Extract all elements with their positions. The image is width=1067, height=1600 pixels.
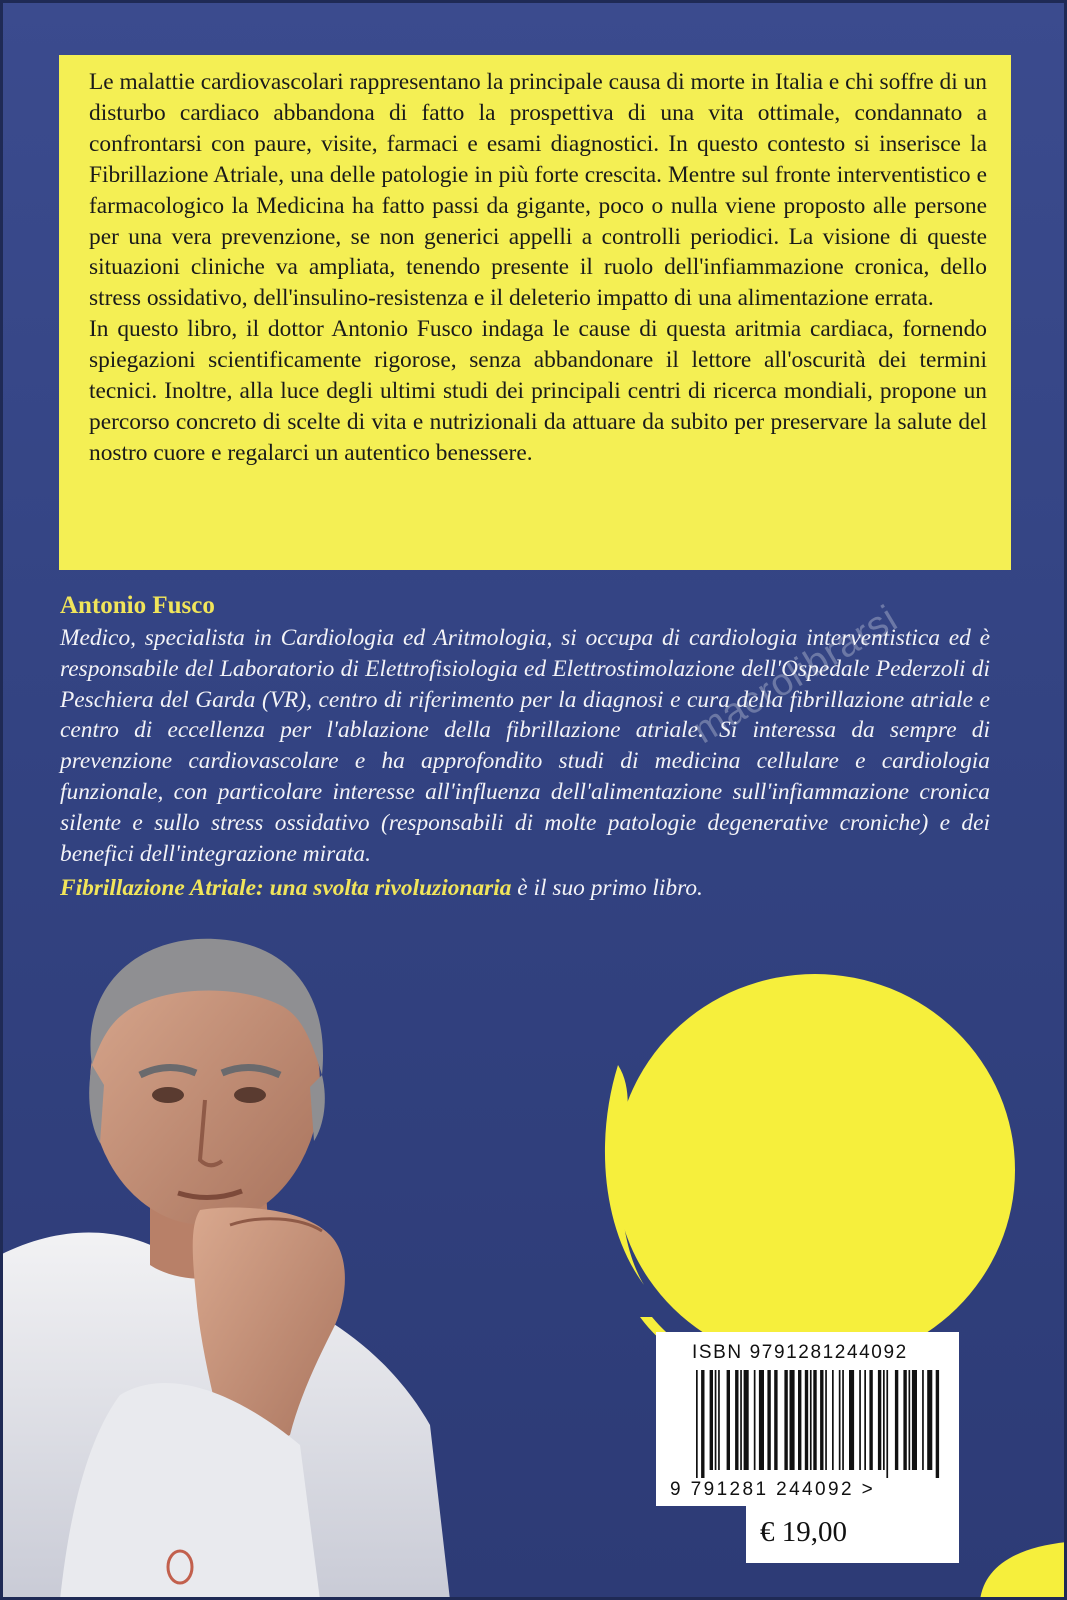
barcode-bar	[903, 1370, 906, 1470]
barcode-digits: 9 791281 244092 >	[670, 1479, 876, 1500]
price-label: € 19,00	[760, 1516, 847, 1548]
barcode-bar	[740, 1370, 742, 1470]
yellow-moon-graphic	[582, 955, 1042, 1395]
price-panel	[746, 1506, 959, 1563]
barcode-bar	[936, 1370, 939, 1478]
barcode-bar	[767, 1370, 770, 1470]
barcode-bar	[883, 1370, 885, 1470]
author-section	[60, 589, 990, 904]
barcode-bar	[805, 1370, 808, 1470]
first-book-text: è il suo primo libro.	[511, 875, 703, 902]
barcode-bar	[820, 1370, 823, 1470]
barcode-bar	[878, 1370, 881, 1470]
barcode-bar	[715, 1370, 717, 1470]
barcode-bar	[735, 1370, 738, 1470]
barcode-panel	[656, 1332, 959, 1506]
barcode-bar	[912, 1370, 917, 1470]
barcode-bar	[825, 1370, 827, 1470]
isbn-label: ISBN 9791281244092	[692, 1342, 908, 1363]
barcode-bars	[694, 1370, 944, 1478]
barcode-bar	[784, 1370, 787, 1470]
barcode-bar	[842, 1370, 844, 1470]
yellow-corner-graphic	[940, 1530, 1067, 1600]
author-name: Antonio Fusco	[60, 592, 215, 619]
barcode-bar	[859, 1370, 861, 1470]
blurb-box	[59, 55, 1011, 570]
barcode-bar	[886, 1370, 888, 1478]
barcode-bar	[710, 1370, 713, 1470]
barcode-bar	[754, 1370, 756, 1470]
barcode-bar	[849, 1370, 854, 1470]
first-book-line	[60, 873, 990, 904]
barcode-bar	[895, 1370, 898, 1470]
watermark: macrolibrarsi	[685, 597, 906, 753]
barcode-bar	[696, 1370, 698, 1478]
barcode-bar	[759, 1370, 764, 1470]
barcode-bar	[869, 1370, 872, 1470]
barcode-bar	[864, 1370, 866, 1470]
barcode-bar	[701, 1370, 704, 1478]
barcode-bar	[774, 1370, 777, 1470]
blurb-paragraph: In questo libro, il dottor Antonio Fusco indaga le cause di questa aritmia cardiaca, fornendo spiegazioni scientificamente rigorose, senza abbandonare il lettore all'oscurità dei termini tecnici. Inoltre, alla luce degli ultimi studi dei principali centri di ricerca mondiali, propone un percorso concreto di scelte di vita e nutrizionali da attuare da subito per preservare la salute del nostro cuore e regalarci un autentico benessere.	[89, 316, 987, 466]
barcode-bar	[839, 1370, 841, 1470]
barcode-bar	[744, 1370, 749, 1470]
barcode-bar	[790, 1370, 795, 1470]
author-bio: Medico, specialista in Cardiologia ed Aritmologia, si occupa di cardiologia interventistica ed è responsabile del Laboratorio di Elettrofisiologia ed Elettrostimolazione dell'Ospedale Pederzoli di Peschiera del Garda (VR), centro di riferimento per la diagnosi e cura della fibrillazione atriale e centro di eccellenza per l'ablazione della fibrillazione atriale. Si interessa da sempre di prevenzione cardiovascolare e ha approfondito studi di medicina cellulare e cardiologia funzionale, con particolare interesse all'influenza dell'alimentazione sull'infiammazione cronica silente e sullo stress ossidativo (responsabili di molte patologie degenerative croniche) e dei benefici dell'integrazione mirata.	[60, 625, 990, 867]
barcode-bar	[798, 1370, 801, 1470]
barcode-bar	[922, 1370, 924, 1470]
barcode-bar	[810, 1370, 812, 1470]
barcode-bar	[813, 1370, 816, 1470]
author-portrait	[0, 925, 450, 1600]
barcode-bar	[927, 1370, 932, 1470]
barcode-bar	[727, 1370, 730, 1470]
barcode-bar	[832, 1370, 834, 1470]
barcode-bar	[718, 1370, 720, 1470]
blurb-paragraph: Le malattie cardiovascolari rappresentano la principale causa di morte in Italia e chi soffre di un disturbo cardiaco abbandona di fatto la prospettiva di una vita ottimale, condannato a confrontarsi con paure, visite, farmaci e esami diagnostici. In questo contesto si inserisce la Fibrillazione Atriale, una delle patologie in più forte crescita. Mentre sul fronte interventistico e farmacologico la Medicina ha fatto passi da gigante, poco o nulla viene proposto alle persone per una vera prevenzione, se non generici appelli a controlli periodici. La visione di queste situazioni cliniche va ampliata, tenendo presente il ruolo dell'infiammazione cronica, dello stress ossidativo, dell'insulino-resistenza e il deleterio impatto di una alimentazione errata.	[89, 69, 987, 312]
book-title: Fibrillazione Atriale: una svolta rivoluzionaria	[60, 875, 512, 902]
barcode-bar	[909, 1370, 911, 1470]
